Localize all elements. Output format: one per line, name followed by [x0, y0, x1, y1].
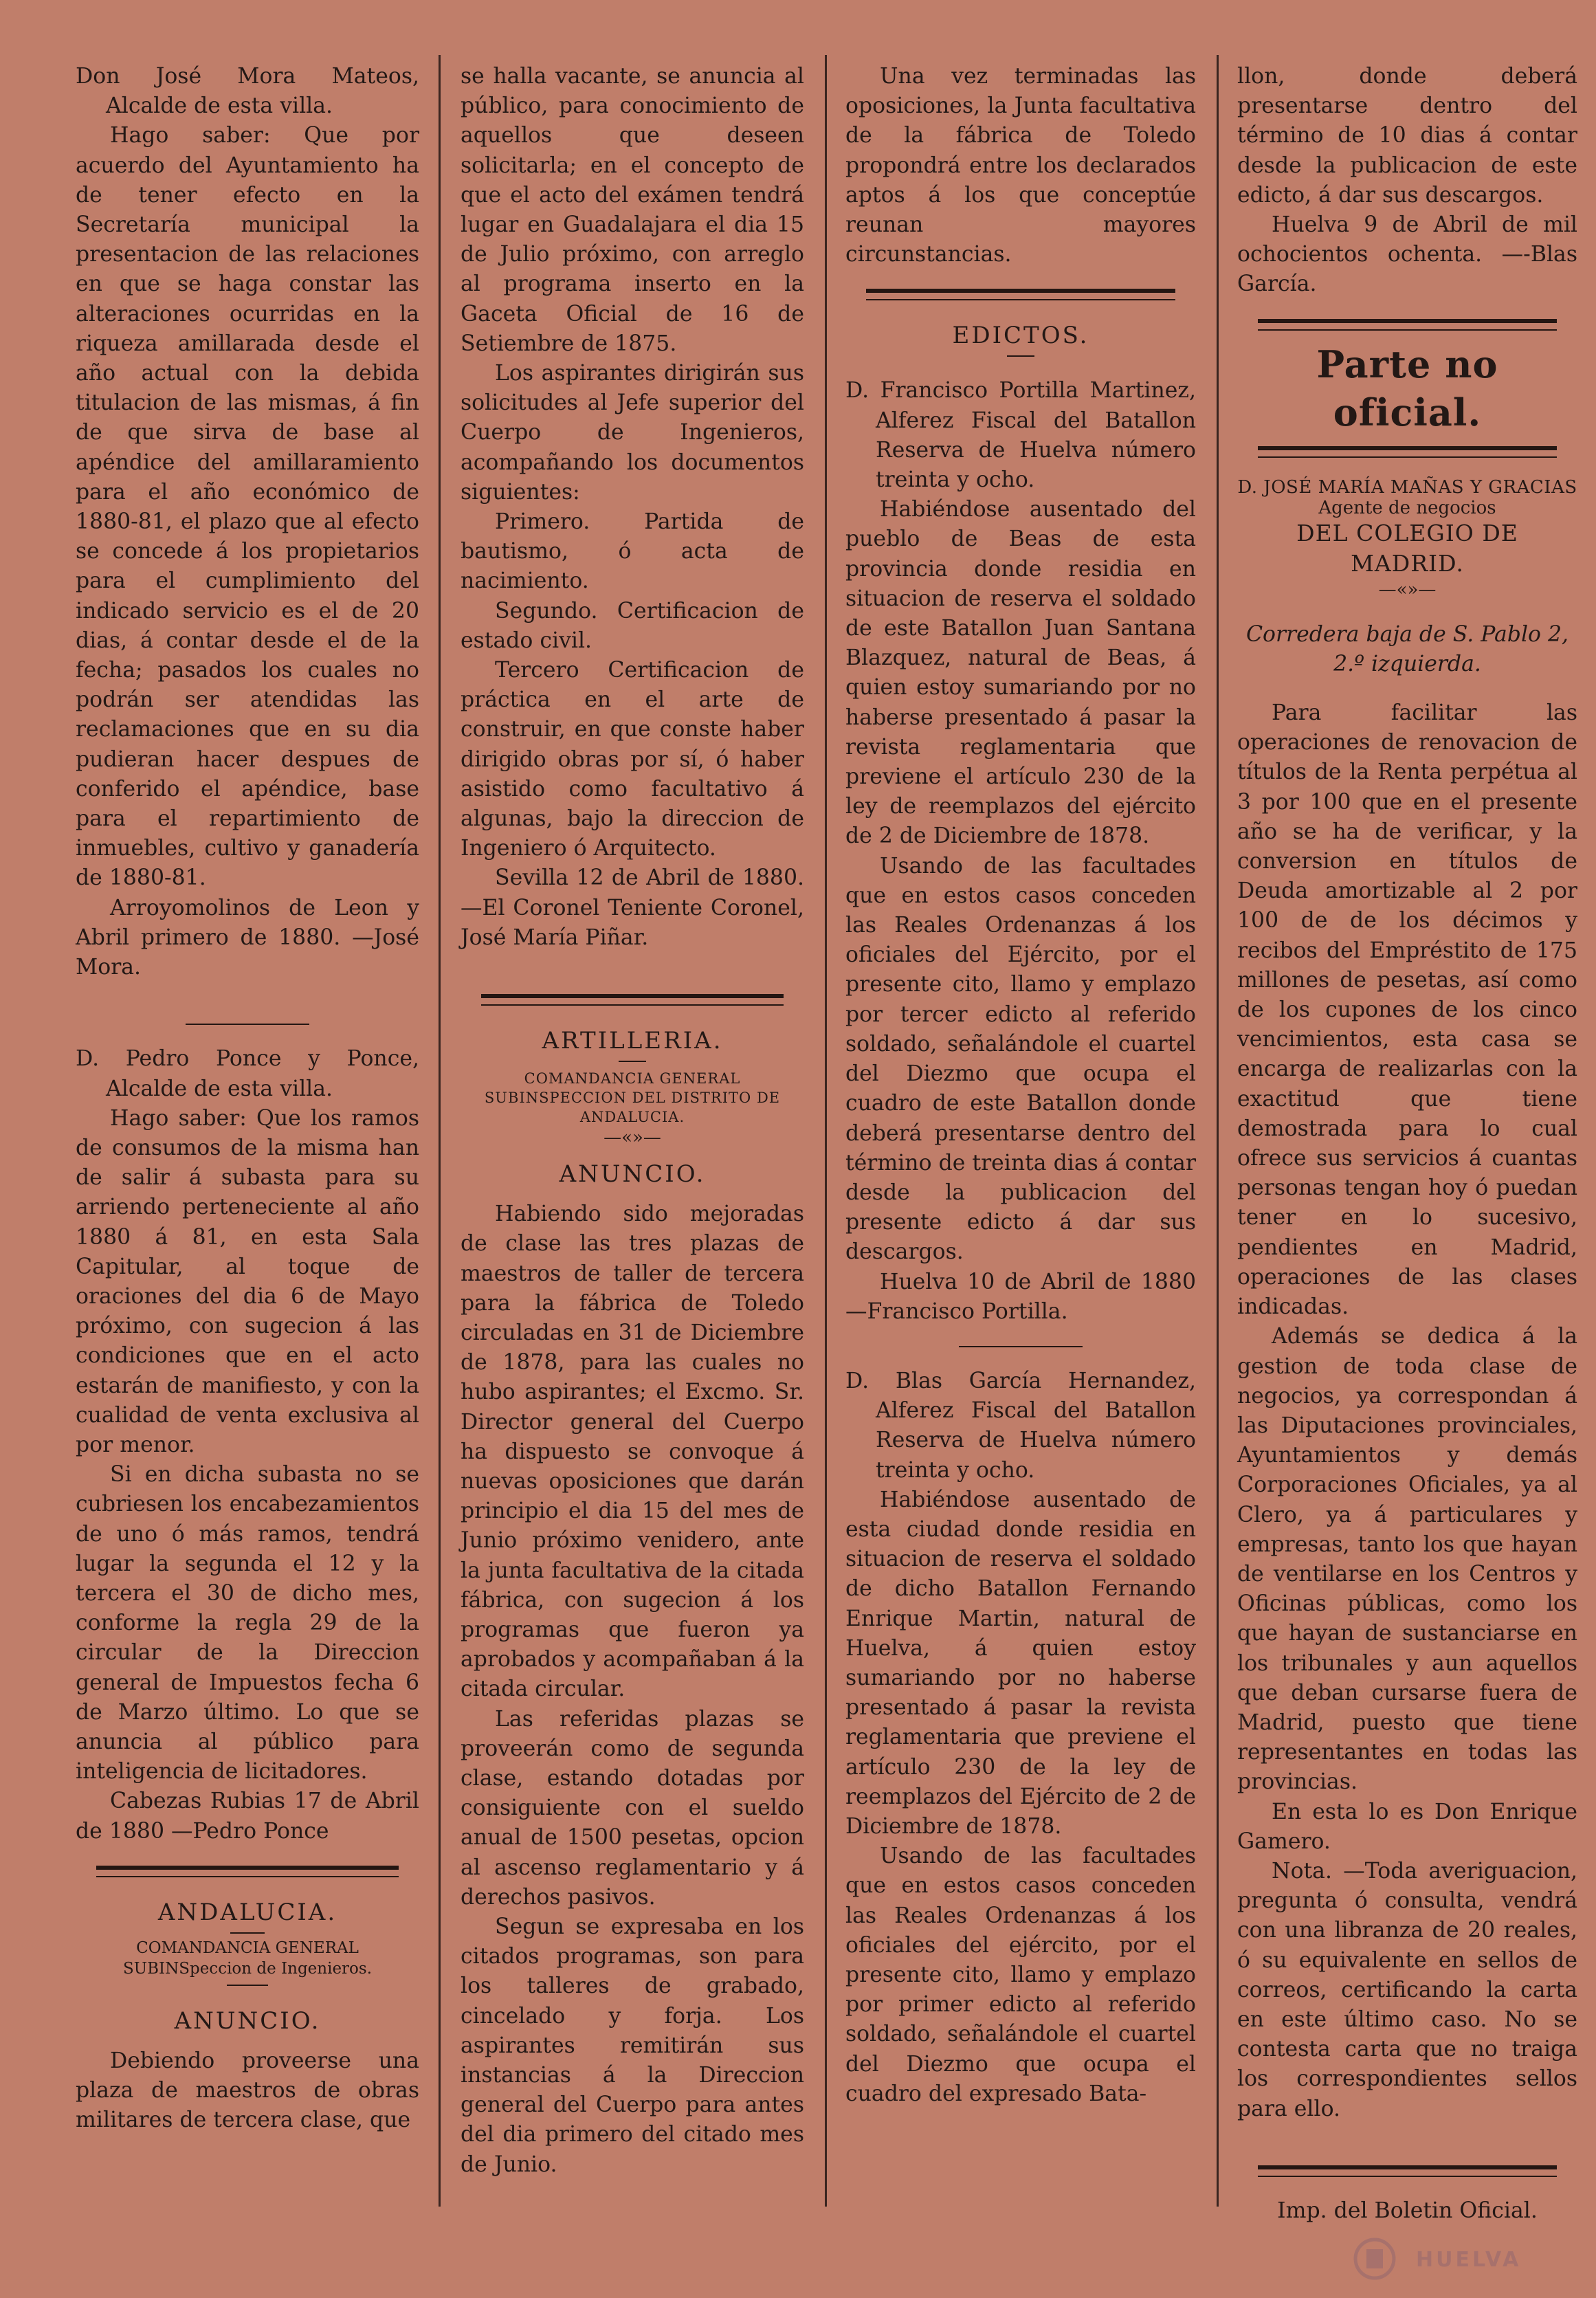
- anuncio-heading: ANUNCIO.: [174, 2007, 321, 2035]
- notice-signature: Arroyomolinos de Leon y Abril primero de 1880. —José Mora.: [76, 895, 419, 980]
- advert-body: Además se dedica á la gestion de toda clase de negocios, ya correspondan á las Diputaciones provinciales, Ayuntamientos y demás Corporaciones Oficiales, ya al Clero, ya á particulares y empresas, tanto los que hayan de ventilarse en los Centros y Oficinas públicas, como los que hayan de sustanciarse en los tribunales y aun aquellos que deban cursarse fuera de Madrid, puesto que tiene representantes en todas las provincias.: [1237, 1324, 1577, 1795]
- notice-body: Hago saber: Que los ramos de consumos de la misma han de salir á subasta para su arriendo perteneciente al año 1880 á 81, en esta Sala Capitular, al toque de oraciones del dia 6 de Mayo próximo, con sugecion á las condiciones que en el acto estarán de manifiesto, y con la cualidad de venta exclusiva al por menor.: [76, 1105, 419, 1457]
- column-2: [461, 62, 804, 2180]
- ornament: —«»—: [603, 1127, 661, 1149]
- notice-body: Segundo. Certificacion de estado civil.: [461, 598, 804, 653]
- watermark-text: HUELVA: [1416, 2248, 1522, 2272]
- double-rule: [1258, 446, 1557, 458]
- section-subheading: COMANDANCIA GENERAL SUBINSPECCION DEL DISTRITO DE ANDALUCIA.: [484, 1070, 781, 1126]
- edict-body: Usando de las facultades que en estos casos conceden las Reales Ordenanzas á los oficiales del Ejército, por el presente cito, llamo y emplazo por tercer edicto al referido soldado, señalándole el cuartel del Diezmo que ocupa el cuadro de este Batallon donde deberá presentarse dentro del término de treinta dias á contar desde la publicacion del presente edicto á dar sus descargos.: [845, 853, 1196, 1265]
- section-heading: ANDALUCIA.: [157, 1898, 337, 1926]
- double-rule: [1258, 2165, 1557, 2177]
- edict-title: D. Blas García Hernandez, Alferez Fiscal del Batallon Reserva de Huelva número treinta y ocho.: [845, 1368, 1196, 1483]
- printer-imprint: Imp. del Boletin Oficial.: [1277, 2198, 1538, 2223]
- double-rule: [1258, 319, 1557, 331]
- notice-signature: Cabezas Rubias 17 de Abril de 1880 —Pedro Ponce: [76, 1789, 419, 1844]
- column-4: [1237, 62, 1577, 2226]
- notice-body: Habiendo sido mejoradas de clase las tres plazas de maestros de taller de tercera para la fábrica de Toledo circuladas en 31 de Diciembre de 1878, para las cuales no hubo aspirantes; el Excmo. Sr. Director general del Cuerpo ha dispuesto se convoque á nuevas oposiciones que darán principio el dia 15 del mes de Junio próximo venidero, ante la junta facultativa de la citada fábrica, con sugecion á los programas que fueron ya aprobados y acompañaban á la citada circular.: [461, 1202, 804, 1702]
- column-rule: [1217, 55, 1219, 2207]
- notice-body: Debiendo proveerse una plaza de maestros de obras militares de tercera clase, que: [76, 2048, 419, 2133]
- column-3: [845, 62, 1196, 2109]
- edict-body: Habiéndose ausentado del pueblo de Beas de esta provincia donde residia en situacion de reserva el soldado de este Batallon Juan Santana Blazquez, natural de Beas, á quien estoy sumariando por no haberse presentado á pasar la revista reglamentaria que previene el artículo 230 de la ley de reemplazos del ejército de 2 de Diciembre de 1878.: [845, 497, 1196, 849]
- notice-body: Las referidas plazas se proveerán como de segunda clase, estando dotadas por consiguiente con el sueldo anual de 1500 pesetas, opcion al ascenso reglamentario y á derechos pasivos.: [461, 1706, 804, 1910]
- section-subheading: COMANDANCIA GENERAL SUBINSpeccion de Ingenieros.: [122, 1938, 373, 1978]
- advert-body: Nota. —Toda averiguacion, pregunta ó consulta, vendrá con una libranza de 20 reales, ó su equivalente en sellos de correos, certificando la carta en este último caso. No se contesta carta que no traiga los correspondientes sellos para ello.: [1237, 1858, 1577, 2121]
- notice-signature: Sevilla 12 de Abril de 1880. —El Coronel Teniente Coronel, José María Piñar.: [461, 865, 804, 950]
- notice-body: Segun se expresaba en los citados programas, son para los talleres de grabado, cincelado y forja. Los aspirantes remitirán sus instancias á la Direccion general del Cuerpo para antes del dia primero del citado mes de Junio.: [461, 1914, 804, 2177]
- advert-body: Para facilitar las operaciones de renovacion de títulos de la Renta perpétua al 3 por 100 que en el presente año se ha de verificar, y la conversion en títulos de Deuda amortizable al 2 por 100 de de los décimos y recibos del Empréstito de 175 millones de pesetas, así como de los cupones de los cinco vencimientos, esta casa se encarga de realizarlas con la exactitud que tiene demostrada para lo cual ofrece sus servicios á cuantas personas tengan hoy ó puedan tener en lo sucesivo, pendientes en Madrid, operaciones de las clases indicadas.: [1237, 700, 1577, 1320]
- agent-address: Corredera baja de S. Pablo 2, 2.º izquierda.: [1245, 621, 1569, 676]
- double-rule: [96, 1866, 399, 1877]
- ornament: —«»—: [1378, 579, 1437, 600]
- double-rule: [866, 289, 1175, 300]
- advert-body: En esta lo es Don Enrique Gamero.: [1237, 1799, 1577, 1854]
- notice-body: Si en dicha subasta no se cubriesen los encabezamientos de uno ó más ramos, tendrá lugar la segunda el 12 y la tercera el 30 de dicho mes, conforme la regla 29 de la circular de la Direccion general de Impuestos fecha 6 de Marzo último. Lo que se anuncia al público para inteligencia de licitadores.: [76, 1462, 419, 1785]
- edict-signature: Huelva 10 de Abril de 1880 —Francisco Portilla.: [845, 1269, 1196, 1324]
- column-rule: [825, 55, 827, 2207]
- section-title: Parte no oficial.: [1316, 342, 1498, 434]
- edict-title: D. Francisco Portilla Martinez, Alferez Fiscal del Batallon Reserva de Huelva número treinta y ocho.: [845, 378, 1196, 493]
- section-heading: EDICTOS.: [952, 322, 1089, 350]
- notice-title: Don José Mora Mateos, Alcalde de esta villa.: [76, 64, 419, 119]
- notice-title: D. Pedro Ponce y Ponce, Alcalde de esta villa.: [76, 1046, 419, 1101]
- edict-body: llon, donde deberá presentarse dentro del término de 10 dias á contar desde la publicacion de este edicto, á dar sus descargos.: [1237, 64, 1577, 208]
- notice-body: Los aspirantes dirigirán sus solicitudes al Jefe superior del Cuerpo de Ingenieros, acompañando los documentos siguientes:: [461, 361, 804, 505]
- notice-body: Tercero Certificacion de práctica en el arte de construir, en que conste haber dirigido obras por sí, ó haber asistido como facultativo á algunas, bajo la direccion de Ingeniero ó Arquitecto.: [461, 658, 804, 861]
- notice-body: Primero. Partida de bautismo, ó acta de nacimiento.: [461, 509, 804, 594]
- edict-body: Habiéndose ausentado de esta ciudad donde residia en situacion de reserva el soldado de dicho Batallon Fernando Enrique Martin, natural de Huelva, á quien estoy sumariando por no haberse presentado á pasar la revista reglamentaria que previene el artículo 230 de la ley de reemplazos del Ejército de 2 de Diciembre de 1878.: [845, 1487, 1196, 1839]
- agent-college: DEL COLEGIO DE MADRID.: [1296, 519, 1518, 577]
- column-rule: [439, 55, 441, 2207]
- double-rule: [481, 994, 784, 1006]
- anuncio-heading: ANUNCIO.: [559, 1160, 706, 1189]
- agent-name: D. JOSÉ MARÍA MAÑAS Y GRACIAS: [1237, 476, 1577, 498]
- section-heading: ARTILLERIA.: [542, 1027, 723, 1055]
- notice-body: se halla vacante, se anuncia al público, para conocimiento de aquellos que deseen solicitarla; en el concepto de que el acto del exámen tendrá lugar en Guadalajara el dia 15 de Julio próximo, con arreglo al programa inserto en la Gaceta Oficial de 16 de Setiembre de 1875.: [461, 64, 804, 356]
- notice-body: Hago saber: Que por acuerdo del Ayuntamiento ha de tener efecto en la Secretaría municipal la presentacion de las relaciones en que se haga constar las alteraciones ocurridas en la riqueza amillarada desde el año actual con la debida titulacion de las mismas, á fin de que sirva de base al apéndice del amillaramiento para el año económico de 1880-81, el plazo que al efecto se concede á los propietarios para el cumplimiento del indicado servicio es el de 20 dias, á contar desde el de la fecha; pasados los cuales no podrán ser atendidas las reclamaciones que en su dia pudieran hacer despues de conferido el apéndice, base para el repartimiento de inmuebles, cultivo y ganadería de 1880-81.: [76, 123, 419, 891]
- edict-body: Usando de las facultades que en estos casos conceden las Reales Ordenanzas á los oficiales del ejército, por el presente cito, llamo y emplazo por primer edicto al referido soldado, señalándole el cuartel del Diezmo que ocupa el cuadro del expresado Bata-: [845, 1844, 1196, 2106]
- edict-signature: Huelva 9 de Abril de mil ochocientos ochenta. —-Blas García.: [1237, 212, 1577, 297]
- column-1: [76, 62, 419, 2135]
- notice-body: Una vez terminadas las oposiciones, la Junta facultativa de la fábrica de Toledo propondrá entre los declarados aptos á los que conceptúe reunan mayores circunstancias.: [845, 64, 1196, 267]
- agent-role: Agente de negocios: [1318, 497, 1496, 518]
- watermark-stamp: [1347, 2234, 1553, 2284]
